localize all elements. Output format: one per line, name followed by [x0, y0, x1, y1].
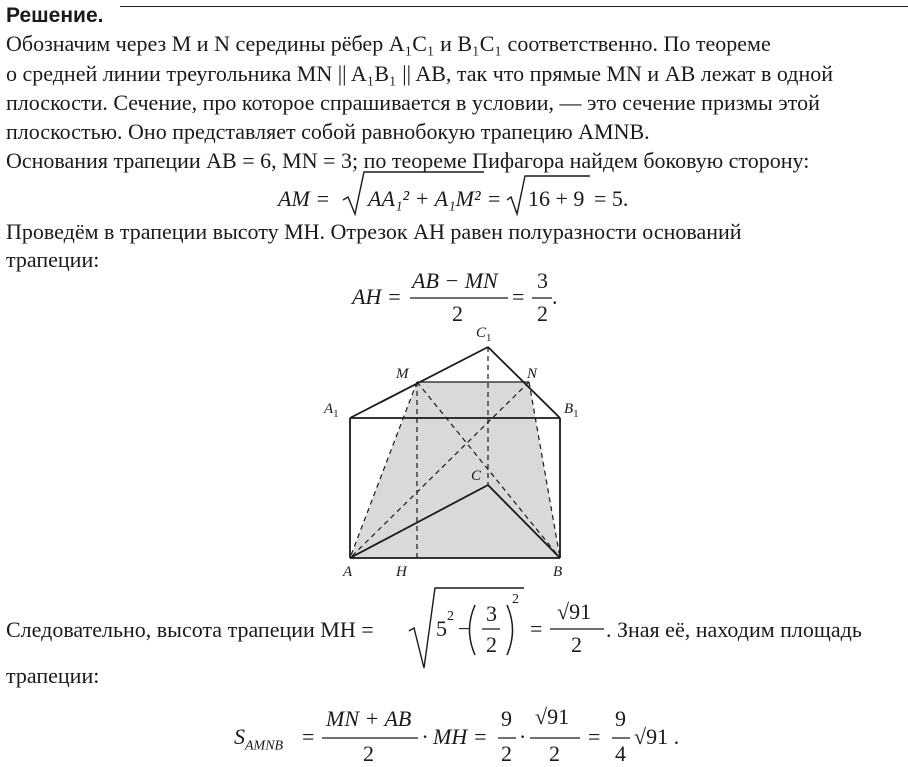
formula-ah-eq: = — [512, 284, 525, 309]
formula-s-d3: 4 — [615, 741, 626, 766]
label-m: M — [396, 366, 409, 382]
formula-mh-exp2: 2 — [512, 592, 519, 607]
label-a1: $A_1$ — [324, 401, 339, 420]
label-h: H — [396, 564, 407, 580]
formula-s-n3: 9 — [615, 706, 626, 731]
paragraph-line-6: Проведём в трапеции высоту MH. Отрезок AH равен полуразности оснований — [6, 219, 742, 244]
formula-mh-den2: 2 — [571, 632, 582, 657]
formula-ah-end: . — [552, 284, 558, 309]
paragraph-line-5: Основания трапеции AB = 6, MN = 3; по теореме Пифагора найдем боковую сторону: — [6, 148, 810, 173]
formula-s-dot: · MH = — [422, 724, 488, 749]
formula-ah-numerator: AB − MN — [412, 268, 498, 293]
paragraph-line-8-cont: . Зная её, находим площадь — [606, 617, 862, 642]
paragraph-line-3: плоскости. Сечение, про которое спрашивается в условии, — это сечение призмы этой — [6, 90, 820, 115]
formula-mh-eq: = — [530, 616, 543, 641]
formula-s-lhs: $S_{AMNB}$ — [234, 724, 284, 754]
formula-am-radicand-2: 16 + 9 — [528, 186, 585, 211]
label-b: B — [553, 564, 563, 580]
formula-mh-num: 3 — [486, 601, 497, 626]
paragraph-line-7: трапеции: — [6, 247, 100, 272]
formula-s-num: MN + AB — [326, 706, 412, 731]
formula-mh-den: 2 — [486, 632, 497, 657]
formula-s-n1: 9 — [501, 706, 512, 731]
paragraph-line-8: Следовательно, высота трапеции MH = — [6, 617, 374, 642]
formula-s-d2: 2 — [549, 741, 560, 766]
formula-mh-minus: − — [458, 616, 471, 641]
label-c: C — [471, 468, 482, 484]
paragraph-line-1: Обозначим через M и N середины рёбер A₁C₁ и B₁C₁ соответственно. По теореме — [6, 31, 771, 56]
formula-am-eq-2: = 5. — [594, 186, 629, 211]
formula-s-n2: √91 — [535, 704, 570, 729]
formula-ah-numerator-2: 3 — [537, 268, 548, 293]
formula-s-d1: 2 — [501, 741, 512, 766]
formula-s-eq: = — [302, 724, 315, 749]
formula-s-dot2: · — [519, 724, 527, 749]
label-n: N — [527, 366, 538, 382]
formula-am-radicand-1: AA₁² + A₁M² — [368, 186, 481, 211]
label-a: A — [343, 564, 353, 580]
label-b1: $B_1$ — [564, 401, 579, 420]
formula-ah-lhs: AH = — [352, 284, 402, 309]
label-c1: $C_1$ — [476, 325, 492, 344]
formula-mh-exp: 2 — [447, 609, 454, 624]
solution-heading: Решение. — [6, 4, 104, 27]
formula-s-eq2: = — [588, 724, 601, 749]
formula-mh-num2: √91 — [557, 599, 592, 624]
formula-mh-base: 5 — [436, 616, 447, 641]
formula-am-eq-1: = — [488, 186, 501, 211]
paragraph-line-2: о средней линии треугольника MN || A₁B₁ || AB, так что прямые MN и AB лежат в одной — [6, 61, 833, 86]
paragraph-line-4: плоскостью. Оно представляет собой равнобокую трапецию AMNB. — [6, 119, 650, 144]
formula-ah-denominator-2: 2 — [537, 301, 548, 326]
formula-am-lhs: AM = — [278, 186, 331, 211]
formula-ah-denominator: 2 — [452, 301, 463, 326]
formula-s-den: 2 — [363, 741, 374, 766]
paragraph-line-9: трапеции: — [6, 663, 100, 688]
formula-s-end: √91 . — [634, 724, 680, 749]
